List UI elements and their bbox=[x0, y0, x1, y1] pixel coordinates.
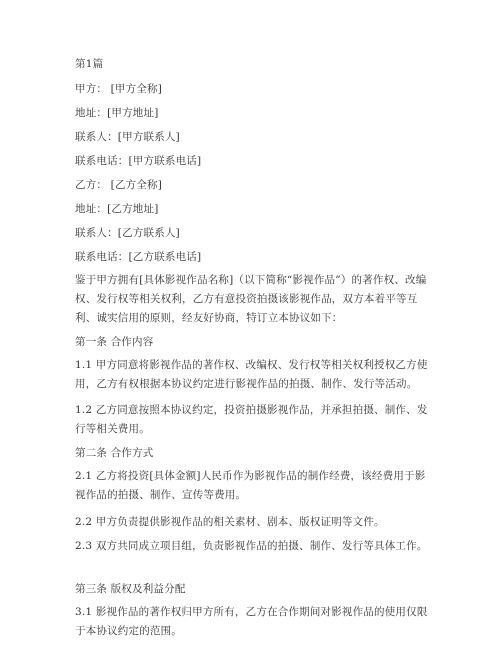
clause-1-2: 1.2 乙方同意按照本协议约定，投资拍摄影视作品，并承担拍摄、制作、发行等相关费用。 bbox=[75, 404, 428, 435]
clause-1-1: 1.1 甲方同意将影视作品的著作权、改编权、发行权等相关权利授权乙方使用，乙方有权根据本协议约定进行影视作品的拍摄、制作、发行等活动。 bbox=[75, 359, 428, 390]
document-heading: 第1篇 bbox=[75, 58, 104, 70]
preamble-paragraph: 鉴于甲方拥有[具体影视作品名称]（以下简称“影视作品”）的著作权、改编权、发行权等相关权利，乙方有意投资拍摄该影视作品，双方本着平等互利、诚实信用的原则，经友好协商，特订立本协议如下： bbox=[75, 274, 427, 324]
article-1-title: 第一条 合作内容 bbox=[75, 336, 154, 348]
clause-2-3: 2.3 双方共同成立项目组，负责影视作品的拍摄、制作、发行等具体工作。 bbox=[75, 540, 428, 552]
party-b-address: 地址：[乙方地址] bbox=[75, 203, 159, 215]
clause-3-1: 3.1 影视作品的著作权归甲方所有，乙方在合作期间对影视作品的使用仅限于本协议约定的范围。 bbox=[75, 606, 428, 637]
party-b-phone: 联系电话：[乙方联系电话] bbox=[75, 251, 202, 263]
party-b-name: 乙方： [乙方全称] bbox=[75, 179, 163, 191]
article-3-title: 第三条 版权及利益分配 bbox=[75, 583, 186, 595]
party-a-name: 甲方： [甲方全称] bbox=[75, 83, 163, 95]
article-2-title: 第二条 合作方式 bbox=[75, 447, 154, 459]
party-a-phone: 联系电话：[甲方联系电话] bbox=[75, 155, 202, 167]
party-b-contact: 联系人：[乙方联系人] bbox=[75, 227, 180, 239]
party-a-address: 地址：[甲方地址] bbox=[75, 107, 159, 119]
clause-2-2: 2.2 甲方负责提供影视作品的相关素材、剧本、版权证明等文件。 bbox=[75, 516, 385, 528]
clause-2-1: 2.1 乙方将投资[具体金额]人民币作为影视作品的制作经费，该经费用于影视作品的拍摄、制作、宣传等费用。 bbox=[75, 470, 426, 501]
party-a-contact: 联系人：[甲方联系人] bbox=[75, 131, 180, 143]
